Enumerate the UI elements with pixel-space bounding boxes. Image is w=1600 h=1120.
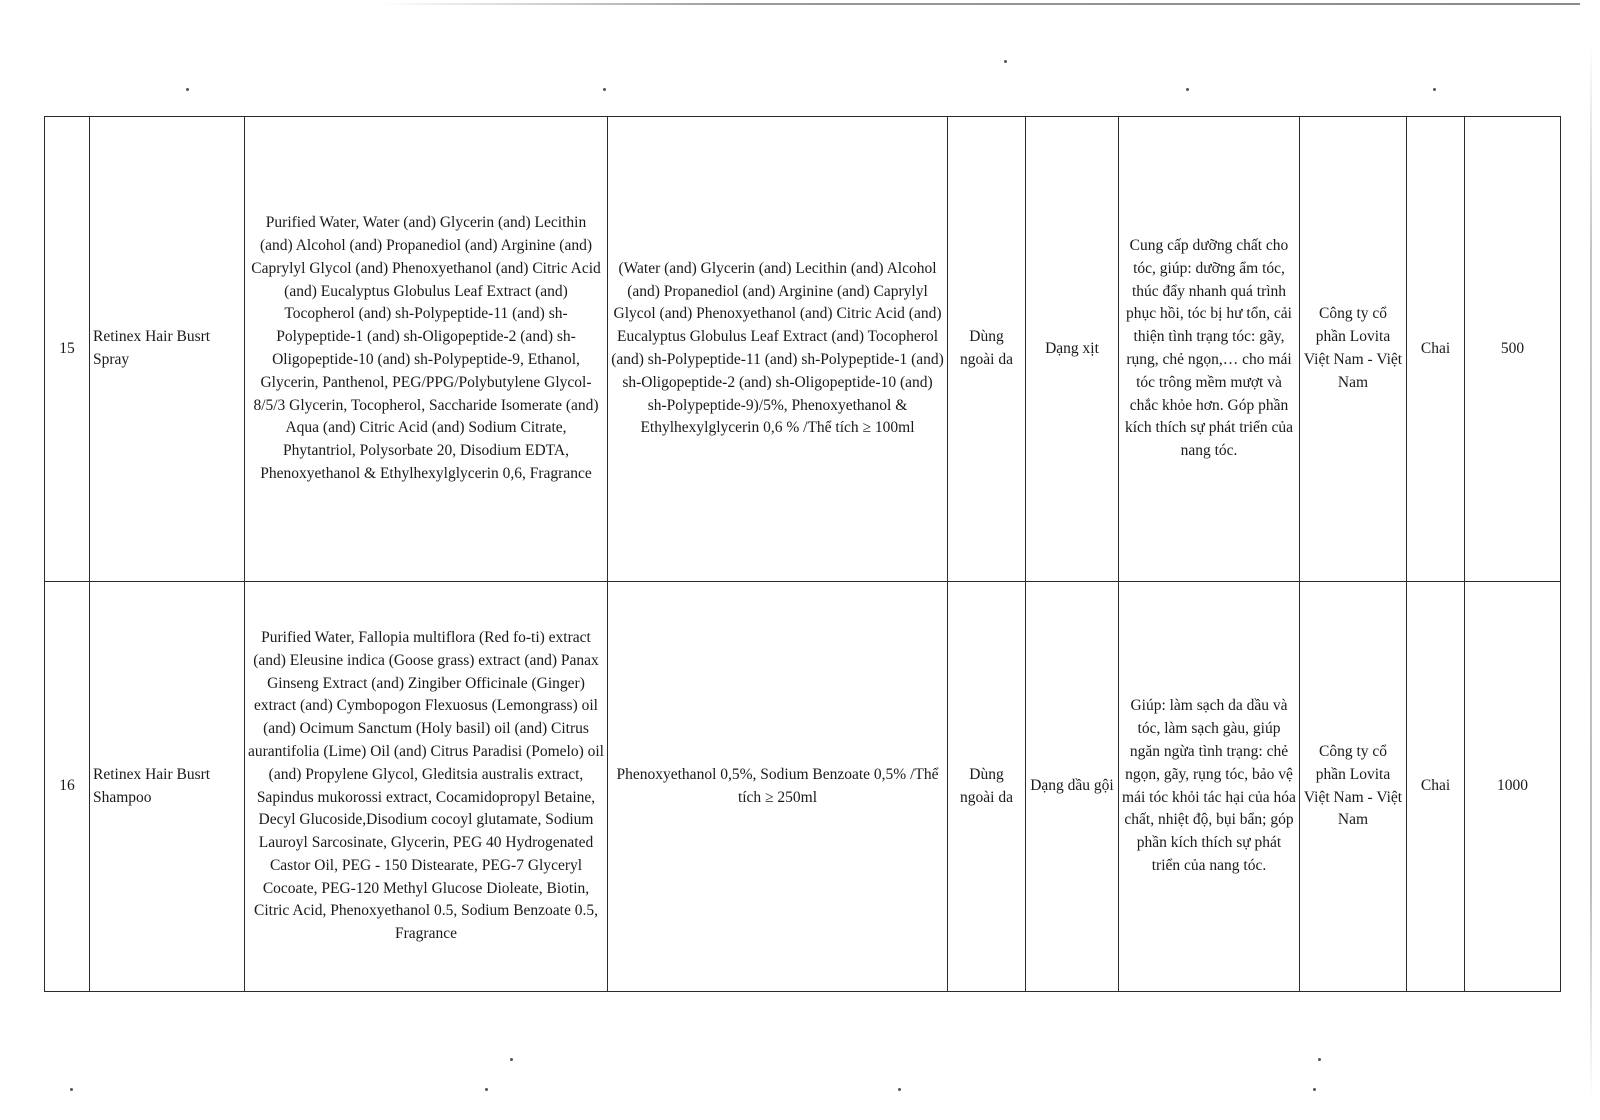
unit-cell: Chai	[1407, 582, 1465, 992]
quantity-cell: 500	[1465, 117, 1561, 582]
scan-speck	[1004, 60, 1007, 63]
purpose-cell: Giúp: làm sạch da dầu và tóc, làm sạch gàu, giúp ngăn ngừa tình trạng: chẻ ngọn, gãy, rụng tóc, bảo vệ mái tóc khỏi tác hại của hóa chất, nhiệt độ, bụi bẩn; góp phần kích thích sự phát triển của nang tóc.	[1119, 582, 1300, 992]
usage-cell: Dùng ngoài da	[948, 582, 1026, 992]
quantity-cell: 1000	[1465, 582, 1561, 992]
scan-speck	[603, 88, 606, 91]
table-row	[45, 117, 1561, 582]
table-row	[45, 582, 1561, 992]
ingredients-cell: Purified Water, Fallopia multiflora (Red fo-ti) extract (and) Eleusine indica (Goose grass) extract (and) Panax Ginseng Extract (and) Zingiber Officinale (Ginger) extract (and) Cymbopogon Flexuosus (Lemongrass) oil (and) Ocimum Sanctum (Holy basil) oil (and) Citrus aurantifolia (Lime) Oil (and) Citrus Paradisi (Pomelo) oil (and) Propylene Glycol, Gleditsia australis extract, Sapindus mukorossi extract, Cocamidopropyl Betaine, Decyl Glucoside,Disodium cocoyl glutamate, Sodium Lauroyl Sarcosinate, Glycerin, PEG 40 Hydrogenated Castor Oil, PEG - 150 Distearate, PEG-7 Glyceryl Cocoate, PEG-120 Methyl Glucose Dioleate, Biotin, Citric Acid, Phenoxyethanol 0.5, Sodium Benzoate 0.5, Fragrance	[245, 582, 608, 992]
cosmetic-product-table	[44, 116, 1561, 992]
key-ingredients-cell: Phenoxyethanol 0,5%, Sodium Benzoate 0,5% /Thể tích ≥ 250ml	[608, 582, 948, 992]
scan-speck	[1433, 88, 1436, 91]
product-name-cell: Retinex Hair Busrt Shampoo	[90, 582, 245, 992]
unit-cell: Chai	[1407, 117, 1465, 582]
form-cell: Dạng dầu gội	[1026, 582, 1119, 992]
scan-speck	[186, 88, 189, 91]
stt-cell: 16	[45, 582, 90, 992]
scan-speck	[1186, 88, 1189, 91]
scan-speck	[485, 1088, 488, 1091]
purpose-cell: Cung cấp dưỡng chất cho tóc, giúp: dưỡng ẩm tóc, thúc đẩy nhanh quá trình phục hồi, tóc bị hư tổn, cải thiện tình trạng tóc: gãy, rụng, chẻ ngọn,… cho mái tóc trông mềm mượt và chắc khỏe hơn. Góp phần kích thích sự phát triển của nang tóc.	[1119, 117, 1300, 582]
key-ingredients-cell: (Water (and) Glycerin (and) Lecithin (and) Alcohol (and) Propanediol (and) Arginine (and) Caprylyl Glycol (and) Phenoxyethanol (and) Citric Acid (and) Eucalyptus Globulus Leaf Extract (and) Tocopherol (and) sh-Polypeptide-11 (and) sh-Polypeptide-1 (and) sh-Oligopeptide-2 (and) sh-Oligopeptide-10 (and) sh-Polypeptide-9)/5%, Phenoxyethanol & Ethylhexylglycerin 0,6 % /Thể tích ≥ 100ml	[608, 117, 948, 582]
scan-right-edge-line	[1590, 40, 1592, 1100]
scan-speck	[70, 1088, 73, 1091]
scan-speck	[1313, 1088, 1316, 1091]
scan-top-edge-line	[380, 3, 1580, 5]
scan-speck	[1318, 1058, 1321, 1061]
stt-cell: 15	[45, 117, 90, 582]
manufacturer-cell: Công ty cổ phần Lovita Việt Nam - Việt Nam	[1300, 582, 1407, 992]
manufacturer-cell: Công ty cổ phần Lovita Việt Nam - Việt Nam	[1300, 117, 1407, 582]
scan-speck	[898, 1088, 901, 1091]
usage-cell: Dùng ngoài da	[948, 117, 1026, 582]
scan-speck	[510, 1058, 513, 1061]
ingredients-cell: Purified Water, Water (and) Glycerin (and) Lecithin (and) Alcohol (and) Propanediol (and) Arginine (and) Caprylyl Glycol (and) Phenoxyethanol (and) Citric Acid (and) Eucalyptus Globulus Leaf Extract (and) Tocopherol (and) sh-Polypeptide-11 (and) sh-Polypeptide-1 (and) sh-Oligopeptide-2 (and) sh-Oligopeptide-10 (and) sh-Polypeptide-9, Ethanol, Glycerin, Panthenol, PEG/PPG/Polybutylene Glycol-8/5/3 Glycerin, Tocopherol, Saccharide Isomerate (and) Aqua (and) Citric Acid (and) Sodium Citrate, Phytantriol, Polysorbate 20, Disodium EDTA, Phenoxyethanol & Ethylhexylglycerin 0,6, Fragrance	[245, 117, 608, 582]
form-cell: Dạng xịt	[1026, 117, 1119, 582]
product-name-cell: Retinex Hair Busrt Spray	[90, 117, 245, 582]
